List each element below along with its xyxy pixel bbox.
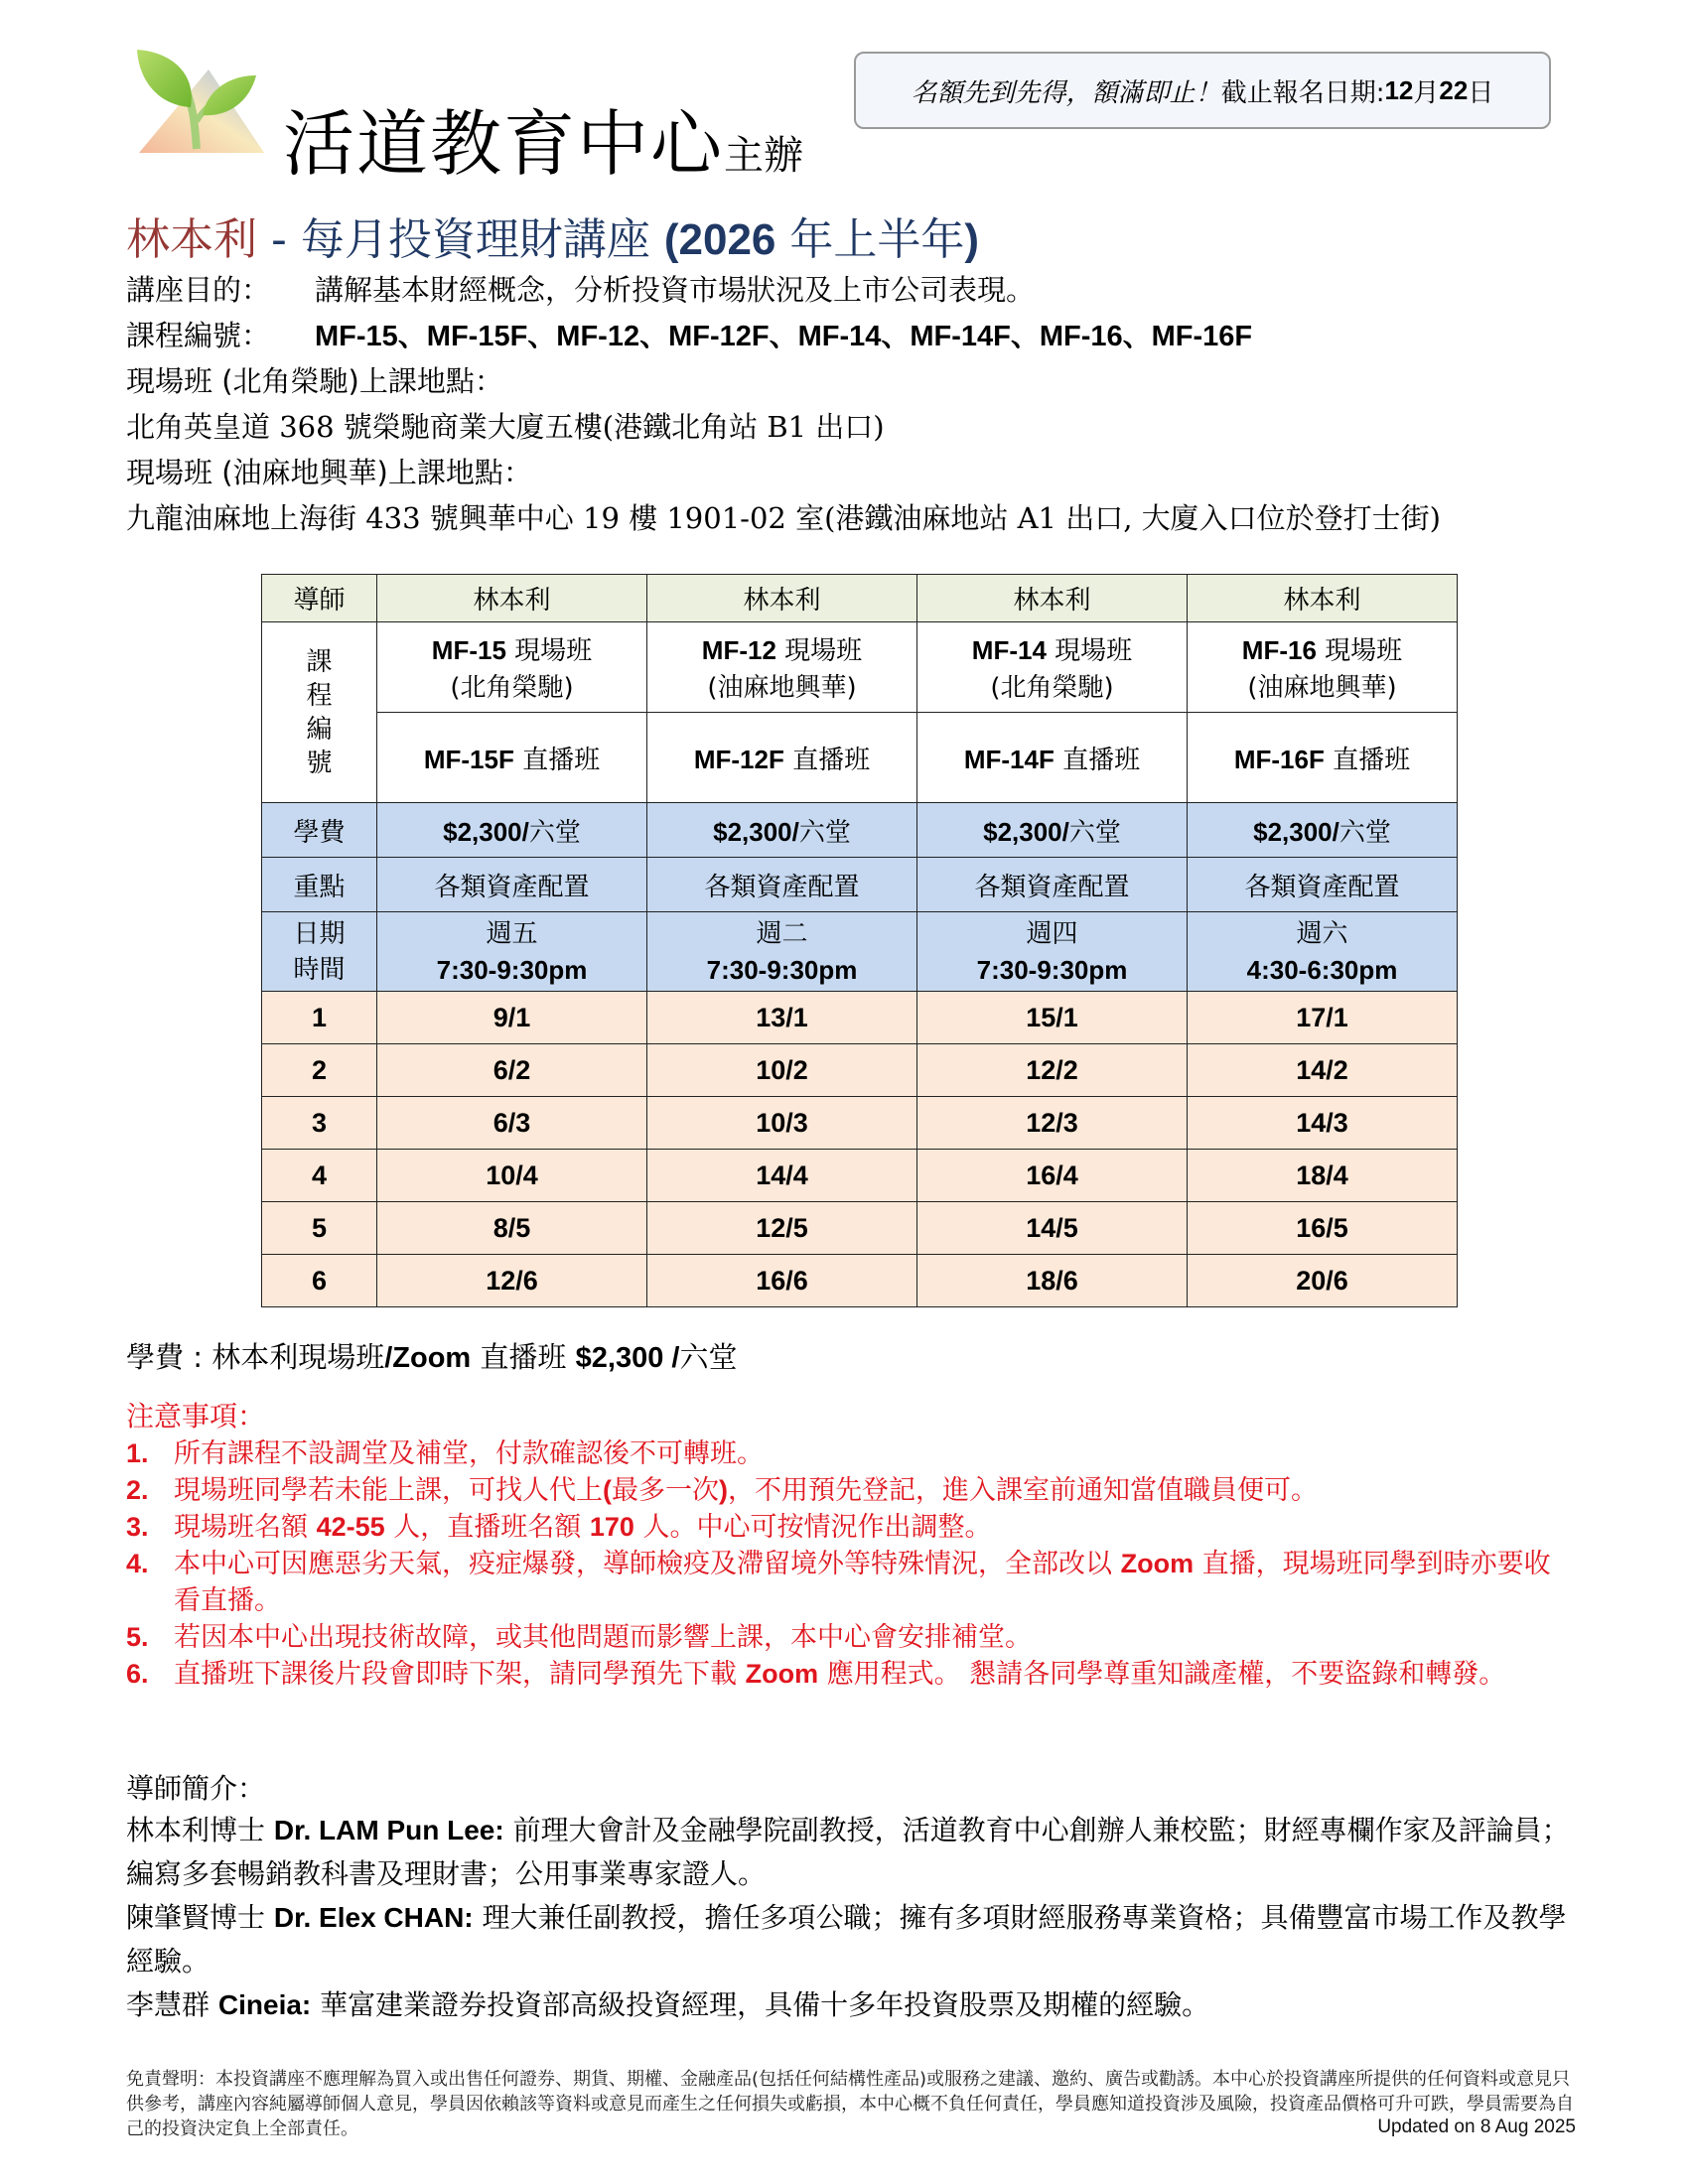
note-number: 4. xyxy=(126,1549,149,1578)
note-number: 3. xyxy=(126,1512,149,1542)
note-item xyxy=(126,1435,1566,1472)
note-number: 6. xyxy=(126,1659,149,1689)
live-label: 直播班 xyxy=(1324,745,1411,775)
fee-cell xyxy=(1188,803,1458,858)
session-date: 16/4 xyxy=(917,1150,1188,1202)
onsite-code-cell xyxy=(917,622,1188,713)
session-row xyxy=(262,1097,1458,1150)
onsite-label: 現場班 xyxy=(1046,636,1133,666)
session-row xyxy=(262,992,1458,1044)
tutor-row-label: 導師 xyxy=(262,575,377,622)
fee-cell xyxy=(917,803,1188,858)
session-date: 18/6 xyxy=(917,1255,1188,1307)
title-paren-close: ) xyxy=(964,215,980,264)
fee-unit: 六堂 xyxy=(528,817,581,848)
fee-unit: 六堂 xyxy=(1068,817,1121,848)
session-date: 9/1 xyxy=(377,992,647,1044)
purpose-label: 講座目的： xyxy=(126,273,271,307)
focus-cell: 各類資產配置 xyxy=(647,858,917,912)
session-date: 17/1 xyxy=(1188,992,1458,1044)
session-date: 12/6 xyxy=(377,1255,647,1307)
weekday: 週五 xyxy=(486,918,538,949)
notice-first-come: 名額先到先得，額滿即止！ xyxy=(911,77,1221,108)
note-text: 直播班下課後片段會即時下架，請同學預先下載 xyxy=(174,1659,746,1690)
live-code-cell xyxy=(647,713,917,803)
note-text: 人。中心可按情況作出調整。 xyxy=(633,1512,992,1543)
page-title xyxy=(126,210,979,270)
bios-list xyxy=(126,1809,1576,2027)
note-bold: Zoom xyxy=(745,1659,819,1689)
note-text: 直播，現場班同學到時亦要收看直播。 xyxy=(174,1549,1551,1616)
fee-row-label: 學費 xyxy=(262,803,377,858)
session-date: 10/2 xyxy=(647,1044,917,1097)
bio-en-name: Dr. LAM Pun Lee: xyxy=(273,1815,504,1845)
org-name-text: 活道教育中心 xyxy=(283,102,725,186)
note-item xyxy=(126,1546,1566,1619)
time: 4:30-6:30pm xyxy=(1246,954,1398,985)
onsite-code: MF-15 xyxy=(431,635,506,665)
fee-amount: $2,300/ xyxy=(443,816,529,847)
weekday: 週二 xyxy=(756,918,808,949)
course-code-row-label xyxy=(262,622,377,803)
datetime-cell xyxy=(647,912,917,992)
organization-name xyxy=(283,99,803,201)
venue2-address: 九龍油麻地上海街 433 號興華中心 19 樓 1901-02 室(港鐵油麻地站 A1 出口, 大廈入口位於登打士街) xyxy=(126,501,1441,535)
disclaimer: 免責聲明：本投資講座不應理解為買入或出售任何證券、期貨、期權、金融產品(包括任何結構性產品)或服務之建議、邀約、廣告或勸誘。本中心於投資講座所提供的任何資料或意見只供參考，講座內容純屬導師個人意見，學員因依賴該等資料或意見而產生之任何損失或虧損，本中心概不負任何責任，學員應知道投資涉及風險，投資產品價格可升可跌，學員需要為自己的投資決定負上全部責任。 xyxy=(126,2069,1574,2139)
session-number: 6 xyxy=(262,1255,377,1307)
session-date: 20/6 xyxy=(1188,1255,1458,1307)
registration-notice xyxy=(854,52,1551,129)
title-period: 年上半年 xyxy=(775,214,965,265)
bio-cn-name: 林本利博士 xyxy=(126,1814,274,1846)
session-date: 16/6 xyxy=(647,1255,917,1307)
time: 7:30-9:30pm xyxy=(436,954,588,985)
label-char: 編 xyxy=(306,714,333,745)
fee-summary-price: $2,300 / xyxy=(575,1342,680,1374)
time: 7:30-9:30pm xyxy=(976,954,1128,985)
label-line: 日期 xyxy=(293,918,346,949)
session-row xyxy=(262,1044,1458,1097)
bio-text: 華富建業證券投資部高級投資經理，具備十多年投資股票及期權的經驗。 xyxy=(311,1988,1210,2021)
purpose-line xyxy=(126,270,1035,310)
venue: (油麻地興華) xyxy=(1247,673,1397,703)
fee-summary-unit: 六堂 xyxy=(679,1340,738,1374)
weekday: 週六 xyxy=(1296,918,1348,949)
bio-item xyxy=(126,1809,1576,1896)
note-text: 現場班名額 xyxy=(174,1512,317,1543)
focus-row-label: 重點 xyxy=(262,858,377,912)
bios-heading: 導師簡介： xyxy=(126,1772,266,1805)
note-item xyxy=(126,1509,1566,1546)
focus-cell: 各類資產配置 xyxy=(377,858,647,912)
note-text: ，不用預先登記，進入課室前通知當值職員便可。 xyxy=(728,1475,1318,1506)
session-date: 8/5 xyxy=(377,1202,647,1255)
venue1-address: 北角英皇道 368 號榮馳商業大廈五樓(港鐵北角站 B1 出口) xyxy=(126,410,885,444)
onsite-code: MF-14 xyxy=(971,635,1047,665)
label-char: 程 xyxy=(306,680,333,711)
notes-list xyxy=(126,1435,1566,1693)
onsite-code-cell xyxy=(647,622,917,713)
venue: (油麻地興華) xyxy=(707,673,857,703)
organization-logo xyxy=(129,42,268,161)
note-text: 若因本中心出現技術故障，或其他問題而影響上課，本中心會安排補堂。 xyxy=(174,1622,1032,1653)
session-row xyxy=(262,1150,1458,1202)
session-date: 12/5 xyxy=(647,1202,917,1255)
onsite-code: MF-16 xyxy=(1241,635,1317,665)
bio-item xyxy=(126,1983,1576,2027)
session-date: 10/3 xyxy=(647,1097,917,1150)
datetime-row xyxy=(262,912,1458,992)
live-code: MF-15F xyxy=(423,744,514,774)
onsite-code-row xyxy=(262,622,1458,713)
fee-unit: 六堂 xyxy=(1338,817,1391,848)
notice-month-unit: 月 xyxy=(1413,77,1440,108)
fee-summary-label: 學費 : 林本利現場班 xyxy=(126,1340,385,1374)
title-year: 2026 xyxy=(678,215,776,264)
title-paren-open: ( xyxy=(663,215,679,264)
session-number: 2 xyxy=(262,1044,377,1097)
onsite-label: 現場班 xyxy=(1316,636,1403,666)
bio-en-name: Cineia: xyxy=(217,1989,312,2020)
fee-cell xyxy=(377,803,647,858)
datetime-cell xyxy=(377,912,647,992)
bio-item xyxy=(126,1896,1576,1983)
note-text: 本中心可因應惡劣天氣，疫症爆發，導師檢疫及滯留境外等特殊情況，全部改以 xyxy=(174,1549,1121,1579)
fee-amount: $2,300/ xyxy=(713,816,799,847)
note-item xyxy=(126,1656,1566,1693)
session-date: 6/3 xyxy=(377,1097,647,1150)
notice-day-unit: 日 xyxy=(1468,77,1494,108)
bio-text: 前理大會計及金融學院副教授，活道教育中心創辦人兼校監；財經專欄作家及評論員；編寫多套暢銷教科書及理財書；公用事業專家證人。 xyxy=(126,1814,1570,1890)
title-dash: - xyxy=(257,214,301,265)
session-date: 16/5 xyxy=(1188,1202,1458,1255)
fee-amount: $2,300/ xyxy=(1253,816,1339,847)
note-text: 所有課程不設調堂及補堂，付款確認後不可轉班。 xyxy=(174,1438,764,1469)
org-suffix: 主辦 xyxy=(724,133,804,179)
label-line: 時間 xyxy=(293,954,346,985)
bio-cn-name: 李慧群 xyxy=(126,1988,218,2021)
fee-summary xyxy=(126,1335,738,1376)
time: 7:30-9:30pm xyxy=(706,954,858,985)
live-code-cell xyxy=(1188,713,1458,803)
focus-cell: 各類資產配置 xyxy=(1188,858,1458,912)
fee-amount: $2,300/ xyxy=(983,816,1069,847)
title-course: 每月投資理財講座 xyxy=(300,214,664,265)
note-text: 人，直播班名額 xyxy=(384,1512,590,1543)
note-number: 1. xyxy=(126,1438,149,1468)
focus-row xyxy=(262,858,1458,912)
venue: (北角榮馳) xyxy=(990,673,1114,703)
bio-cn-name: 陳肇賢博士 xyxy=(126,1901,274,1934)
note-item xyxy=(126,1472,1566,1509)
live-code: MF-16F xyxy=(1233,744,1325,774)
venue1-label: 現場班 (北角榮馳)上課地點： xyxy=(126,364,503,398)
note-bold: ) xyxy=(719,1475,728,1505)
note-bold: 170 xyxy=(589,1512,634,1542)
note-bold: Zoom xyxy=(1120,1549,1195,1578)
notice-day: 22 xyxy=(1439,74,1469,105)
note-item xyxy=(126,1619,1566,1656)
weekday: 週四 xyxy=(1026,918,1078,949)
note-text: 現場班同學若未能上課，可找人代上 xyxy=(174,1475,603,1506)
note-bold: ( xyxy=(603,1475,612,1505)
session-date: 15/1 xyxy=(917,992,1188,1044)
session-row xyxy=(262,1255,1458,1307)
title-tutor-name: 林本利 xyxy=(126,214,257,265)
fee-summary-zoom: /Zoom xyxy=(384,1342,472,1374)
live-label: 直播班 xyxy=(513,745,601,775)
datetime-row-label xyxy=(262,912,377,992)
session-date: 10/4 xyxy=(377,1150,647,1202)
label-char: 號 xyxy=(306,748,333,778)
onsite-label: 現場班 xyxy=(505,636,593,666)
live-code-row xyxy=(262,713,1458,803)
tutor-cell: 林本利 xyxy=(377,575,647,622)
session-date: 12/2 xyxy=(917,1044,1188,1097)
label-char: 課 xyxy=(306,646,333,677)
course-codes-line xyxy=(126,316,1252,356)
session-date: 12/3 xyxy=(917,1097,1188,1150)
purpose-text: 講解基本財經概念，分析投資市場狀況及上市公司表現。 xyxy=(315,273,1036,307)
session-date: 14/2 xyxy=(1188,1044,1458,1097)
session-date: 14/3 xyxy=(1188,1097,1458,1150)
focus-cell: 各類資產配置 xyxy=(917,858,1188,912)
session-date: 14/5 xyxy=(917,1202,1188,1255)
tutor-cell: 林本利 xyxy=(917,575,1188,622)
live-code: MF-14F xyxy=(963,744,1055,774)
onsite-label: 現場班 xyxy=(775,636,863,666)
onsite-code-cell xyxy=(377,622,647,713)
session-date: 18/4 xyxy=(1188,1150,1458,1202)
session-date: 14/4 xyxy=(647,1150,917,1202)
notice-deadline-label: 截止報名日期: xyxy=(1220,77,1385,108)
fee-summary-mid: 直播班 xyxy=(471,1340,576,1374)
schedule-table xyxy=(261,574,1458,1307)
onsite-code: MF-12 xyxy=(701,635,776,665)
fee-row xyxy=(262,803,1458,858)
session-date: 13/1 xyxy=(647,992,917,1044)
session-number: 4 xyxy=(262,1150,377,1202)
live-code: MF-12F xyxy=(693,744,784,774)
session-row xyxy=(262,1202,1458,1255)
bio-text: 理大兼任副教授，擔任多項公職；擁有多項財經服務專業資格；具備豐富市場工作及教學經驗。 xyxy=(126,1901,1567,1978)
notice-month: 12 xyxy=(1384,74,1414,105)
note-number: 2. xyxy=(126,1475,149,1505)
venue2-label: 現場班 (油麻地興華)上課地點： xyxy=(126,456,532,489)
tutor-cell: 林本利 xyxy=(647,575,917,622)
notes-heading: 注意事項： xyxy=(126,1400,266,1433)
datetime-cell xyxy=(1188,912,1458,992)
course-codes-text: MF-15、MF-15F、MF-12、MF-12F、MF-14、MF-14F、MF-16、MF-16F xyxy=(315,321,1253,352)
tutor-cell: 林本利 xyxy=(1188,575,1458,622)
live-code-cell xyxy=(377,713,647,803)
updated-date: Updated on 8 Aug 2025 xyxy=(1377,2116,1576,2137)
tutor-row xyxy=(262,575,1458,622)
course-codes-label: 課程編號： xyxy=(126,319,271,352)
note-text: 最多一次 xyxy=(612,1475,719,1506)
onsite-code-cell xyxy=(1188,622,1458,713)
note-bold: 42-55 xyxy=(316,1512,385,1542)
note-number: 5. xyxy=(126,1622,149,1652)
session-number: 1 xyxy=(262,992,377,1044)
fee-unit: 六堂 xyxy=(798,817,851,848)
session-date: 6/2 xyxy=(377,1044,647,1097)
live-label: 直播班 xyxy=(1054,745,1141,775)
fee-cell xyxy=(647,803,917,858)
bio-en-name: Dr. Elex CHAN: xyxy=(273,1902,474,1933)
session-number: 3 xyxy=(262,1097,377,1150)
venue: (北角榮馳) xyxy=(450,673,574,703)
note-text: 應用程式。 懇請各同學尊重知識產權，不要盜錄和轉發。 xyxy=(818,1659,1506,1690)
datetime-cell xyxy=(917,912,1188,992)
live-code-cell xyxy=(917,713,1188,803)
session-number: 5 xyxy=(262,1202,377,1255)
live-label: 直播班 xyxy=(783,745,871,775)
